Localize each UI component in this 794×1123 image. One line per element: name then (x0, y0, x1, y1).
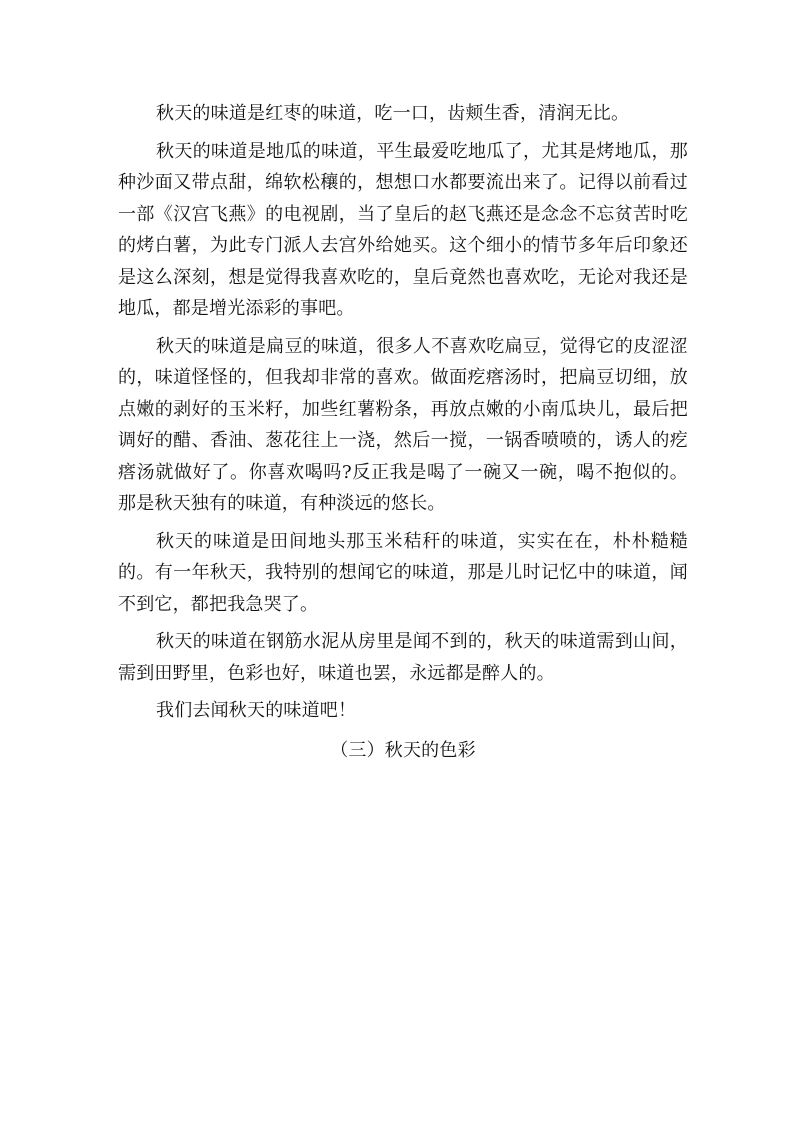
paragraph-corn-stalks: 秋天的味道是田间地头那玉米秸秆的味道，实实在在，朴朴糙糙的。有一年秋天，我特别的想闻它的味道，那是儿时记忆中的味道，闻不到它，都把我急哭了。 (118, 530, 688, 615)
section-heading: （三）秋天的色彩 (330, 739, 476, 761)
paragraph-closing: 我们去闻秋天的味道吧！ (156, 700, 357, 721)
paragraph-mountains-fields: 秋天的味道在钢筋水泥从房里是闻不到的，秋天的味道需到山间，需到田野里，色彩也好，味道也罢，永远都是醉人的。 (118, 631, 688, 684)
paragraph-sweet-potato: 秋天的味道是地瓜的味道，平生最爱吃地瓜了，尤其是烤地瓜，那种沙面又带点甜，绵软松穰的，想想口水都要流出来了。记得以前看过一部《汉宫飞燕》的电视剧，当了皇后的赵飞燕还是念念不忘贫苦时吃的烤白薯，为此专门派人去宫外给她买。这个细小的情节多年后印象还是这么深刻，想是觉得我喜欢吃的，皇后竟然也喜欢吃，无论对我还是地瓜，都是增光添彩的事吧。 (118, 140, 688, 319)
document-page (118, 98, 688, 766)
paragraph-flat-beans: 秋天的味道是扁豆的味道，很多人不喜欢吃扁豆，觉得它的皮涩涩的，味道怪怪的，但我却非常的喜欢。做面疙瘩汤时，把扁豆切细，放点嫩的剥好的玉米籽，加些红薯粉条，再放点嫩的小南瓜块儿，最后把调好的醋、香油、葱花往上一浇，然后一搅，一锅香喷喷的，诱人的疙瘩汤就做好了。你喜欢喝吗?反正我是喝了一碗又一碗，喝不抱似的。那是秋天独有的味道，有种淡远的悠长。 (118, 335, 688, 514)
paragraph-red-dates: 秋天的味道是红枣的味道，吃一口，齿颊生香，清润无比。 (156, 103, 630, 124)
